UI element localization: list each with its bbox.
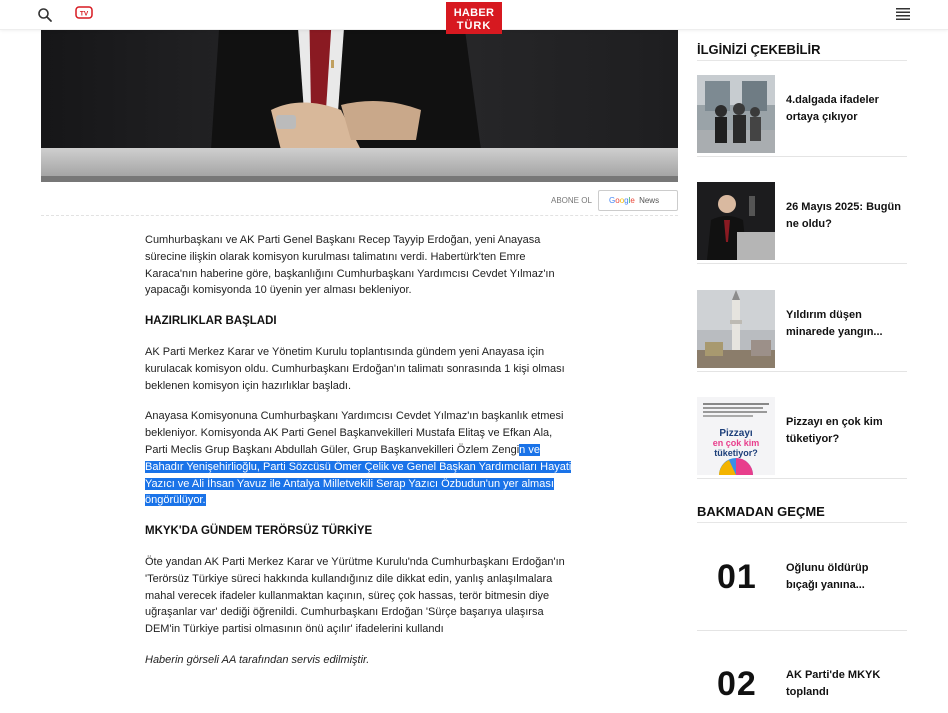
news-thumbnail [697,290,775,368]
related-news-card[interactable] [697,62,907,157]
selected-text[interactable]: n ve Bahadır Yenişehirlioğlu, Parti Sözcüsü Ömer Çelik ve Genel Başkan Yardımcıları Hayati Yazıcı ve Ali İhsan Yavuz ile Antalya Milletvekili Serap Yazıcı Özbudun'un yer alması öngörülüyor. [145,443,572,507]
article-subheading: HAZIRLIKLAR BAŞLADI [145,315,277,328]
news-title: 4.dalgada ifadeler ortaya çıkıyor [786,94,879,123]
haberturk-logo[interactable] [446,2,502,34]
paragraph-text: Anayasa Komisyonuna Cumhurbaşkanı Yardımcısı Cevdet Yılmaz'ın başkanlık etmesi bekleniyor. Komisyonda AK Parti Genel Başkanvekilleri Mustafa Elitaş ve Efkan Ala, Parti Meclis Grup Başkanı Abdullah Güler, Grup Başkanvekilleri Özlem Zengi [145,410,564,456]
google-letter: o [619,196,625,205]
news-title: Yıldırım düşen minarede yangın... [786,309,883,338]
news-thumbnail [697,182,775,260]
thumb-text: tüketiyor? [714,448,758,458]
google-news-button[interactable] [598,190,678,211]
logo-line1: HABER [453,7,495,19]
top-navigation-bar [0,0,948,30]
image-credit: Haberin görseli AA tarafından servis edilmiştir. [145,653,370,666]
ranked-news-item[interactable] [697,631,907,713]
google-letter: g [624,196,629,205]
section-title-must-see: BAKMADAN GEÇME [697,504,907,523]
news-title: AK Parti'de MKYK toplandı [786,669,881,698]
article-paragraph [145,408,577,509]
news-title: Oğlunu öldürüp bıçağı yanına... [786,562,869,591]
related-news-card[interactable] [697,277,907,372]
google-news-label: News [639,196,660,205]
logo-line2: TÜRK [456,20,492,32]
google-letter: l [628,196,631,205]
google-letter: e [630,196,635,205]
article-paragraph: AK Parti Merkez Karar ve Yönetim Kurulu toplantısında gündem yeni Anayasa için kurulacak komisyon oldu. Cumhurbaşkanı Erdoğan'ın talimatı sonrasında 1 kişi olması beklenen komisyon için hazırlıklar başladı. [145,345,565,392]
news-title: 26 Mayıs 2025: Bugün ne oldu? [786,201,901,230]
menu-icon[interactable] [896,8,910,20]
section-title-related: İLGİNİZİ ÇEKEBİLİR [697,42,907,61]
article-paragraph: Cumhurbaşkanı ve AK Parti Genel Başkanı Recep Tayyip Erdoğan, yeni Anayasa sürecine ilişkin olarak komisyon kurulması talimatını verdi. Habertürk'ten Emre Karaca'nın haberine göre, başkanlığını Cumhurbaşkanı Yardımcısı Cevdet Yılmaz'ın yapacağı komisyonda 10 üyenin yer alması bekleniyor. [145,234,555,297]
svg-text:TV: TV [79,10,89,18]
ranked-news-item[interactable] [697,524,907,631]
news-title: Pizzayı en çok kim tüketiyor? [786,416,883,445]
thumb-text: en çok kim [712,438,760,448]
rank-number: 01 [717,558,757,596]
thumb-text: Pizzayı [719,428,753,439]
tv-icon[interactable] [75,5,93,20]
article-subheading: MKYK'DA GÜNDEM TERÖRSÜZ TÜRKİYE [145,525,373,538]
news-thumbnail [697,397,775,475]
related-news-card[interactable] [697,169,907,264]
google-letter: o [615,196,620,205]
rank-number: 02 [717,665,757,703]
google-news-follow-row [41,188,678,216]
subscribe-label: ABONE OL [551,196,592,205]
google-letter: G [609,196,616,205]
related-news-card[interactable] [697,384,907,479]
article-paragraph: Öte yandan AK Parti Merkez Karar ve Yürütme Kurulu'nda Cumhurbaşkanı Erdoğan'ın 'Terörsüz Türkiye süreci hakkında kullandığınız dile dikkat edin, yanlış anlaşılmalara mahal verecek ifadeler kullanmaktan kaçının, süreç çok hassas, terör bitmesin diye uğraşanlar var' dediği öğrenildi. Cumhurbaşkanı Erdoğan 'Sürçe başarıya ulaşırsa DEM'in Türkiye partisi olmasının önü açılır' ifadelerini kullandı [145,555,565,636]
search-icon[interactable] [37,7,53,23]
article-body [145,232,577,683]
news-thumbnail [697,75,775,153]
